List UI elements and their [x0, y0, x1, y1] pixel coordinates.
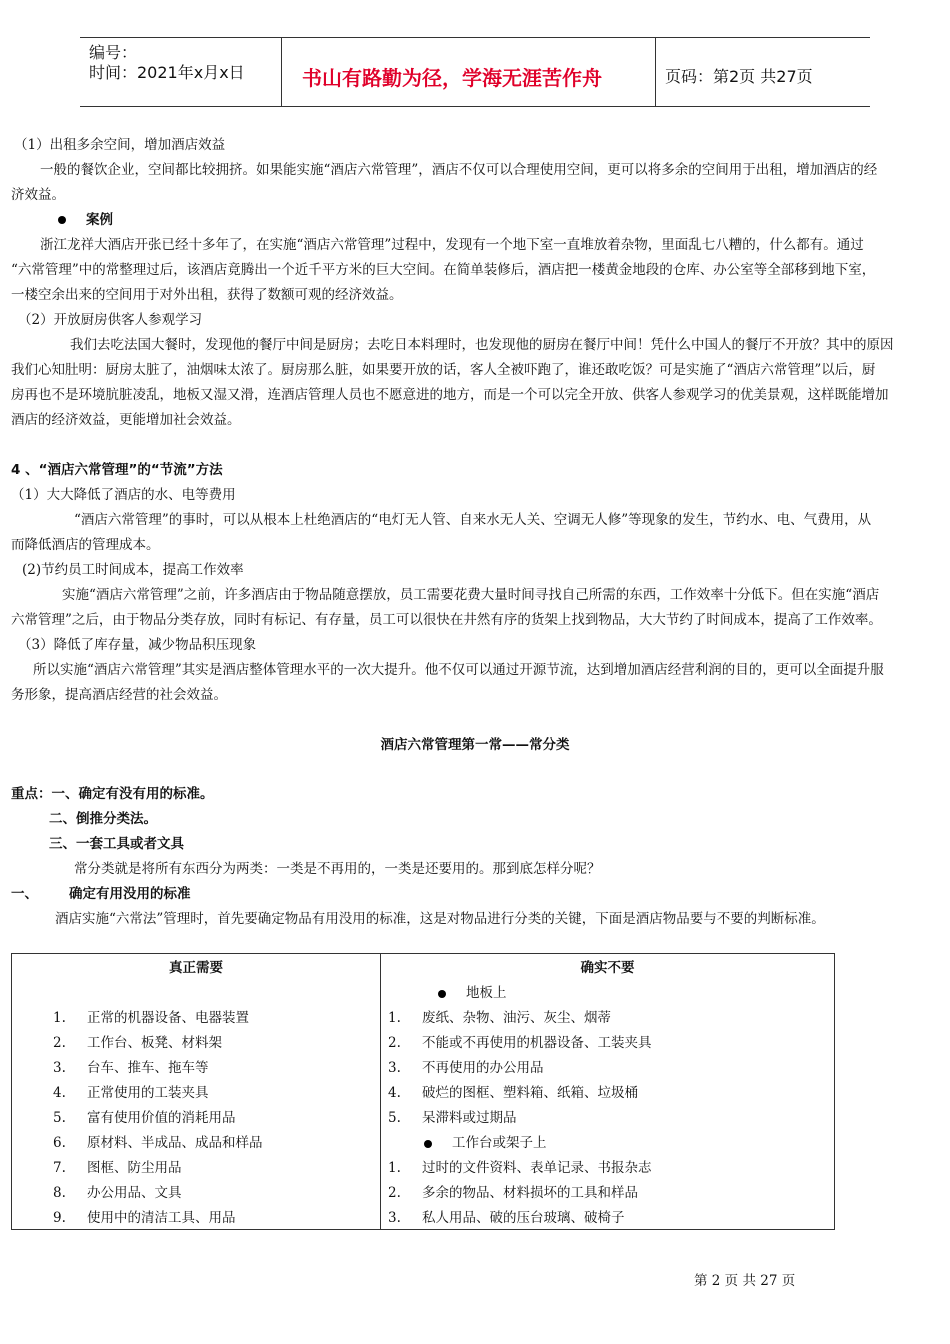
p2-title: （2）开放厨房供客人参观学习 [18, 312, 203, 328]
item-text: 呆滞料或过期品 [422, 1110, 517, 1126]
table-row [53, 1183, 182, 1203]
p1-line: 济效益。 [11, 187, 65, 203]
number-label: 编号： [89, 43, 138, 62]
item-number: 2. [53, 1035, 66, 1051]
table-row [53, 1033, 222, 1053]
item-number: 1. [388, 1010, 401, 1026]
item-text: 废纸、杂物、油污、灰尘、烟蒂 [422, 1010, 611, 1026]
section-title: 酒店六常管理第一常——常分类 [380, 737, 570, 753]
table-divider [380, 954, 381, 1229]
item-number: 8. [53, 1185, 66, 1201]
bullet-icon [424, 1140, 432, 1148]
item-number: 4. [53, 1085, 66, 1101]
key-point: 三、一套工具或者文具 [49, 836, 184, 852]
item-number: 7. [53, 1160, 66, 1176]
p2-line: 酒店的经济效益，更能增加社会效益。 [11, 412, 241, 428]
item-number: 5. [53, 1110, 66, 1126]
table-row [388, 1033, 652, 1053]
right-group-heading [438, 983, 507, 1003]
case-heading [58, 210, 113, 230]
s4-3-title: （3）降低了库存量，减少物品积压现象 [18, 637, 257, 653]
item-text: 办公用品、文具 [87, 1185, 182, 1201]
page-header [80, 37, 870, 107]
time-label: 时间：2021年x月x日 [89, 63, 245, 82]
s4-1-line: 而降低酒店的管理成本。 [11, 537, 160, 553]
p1-line: 一般的餐饮企业，空间都比较拥挤。如果能实施“酒店六常管理”，酒店不仅可以合理使用空间，更可以将多余的空间用于出租，增加酒店的经 [40, 162, 878, 178]
bullet-icon [58, 216, 66, 224]
table-header-right: 确实不要 [580, 960, 635, 976]
case-label: 案例 [86, 212, 113, 228]
bullet-icon [438, 990, 446, 998]
table-row [388, 1158, 652, 1178]
p2-line: 房再也不是环境肮脏凌乱，地板又湿又滑，连酒店管理人员也不愿意进的地方，而是一个可以完全开放、供客人参观学习的优美景观，这样既能增加 [11, 387, 889, 403]
criteria-table [11, 953, 835, 1230]
item-number: 1. [388, 1160, 401, 1176]
table-row [388, 1208, 625, 1228]
s4-1-line: “酒店六常管理”的事时，可以从根本上杜绝酒店的“电灯无人管、自来水无人关、空调无人修”等现象的发生，节约水、电、气费用，从 [74, 512, 872, 528]
s4-2-line: 六常管理”之后，由于物品分类存放，同时有标记、有存量，员工可以很快在井然有序的货架上找到物品，大大节约了时间成本，提高了工作效率。 [11, 612, 882, 628]
item-text: 正常的机器设备、电器装置 [87, 1010, 249, 1026]
item-text: 正常使用的工装夹具 [87, 1085, 209, 1101]
table-row [53, 1133, 263, 1153]
s4-3-line: 务形象，提高酒店经营的社会效益。 [11, 687, 227, 703]
table-row [53, 1008, 249, 1028]
item-text: 过时的文件资料、表单记录、书报杂志 [422, 1160, 652, 1176]
right-group-label: 地板上 [466, 985, 507, 1001]
table-row [53, 1083, 209, 1103]
item-text: 原材料、半成品、成品和样品 [87, 1135, 263, 1151]
item-text: 破烂的图框、塑料箱、纸箱、垃圾桶 [422, 1085, 638, 1101]
item-text: 不再使用的办公用品 [422, 1060, 544, 1076]
sub1-title: 确定有用没用的标准 [69, 886, 191, 902]
item-text: 工作台、板凳、材料架 [87, 1035, 222, 1051]
right-group-heading [424, 1133, 547, 1153]
item-number: 5. [388, 1110, 401, 1126]
s4-2-line: 实施“酒店六常管理”之前，许多酒店由于物品随意摆放，员工需要花费大量时间寻找自己所需的东西，工作效率十分低下。但在实施“酒店 [62, 587, 880, 603]
section-4-title: 4 、“酒店六常管理”的“节流”方法 [11, 462, 223, 478]
item-number: 1. [53, 1010, 66, 1026]
case-line: 一楼空余出来的空间用于对外出租，获得了数额可观的经济效益。 [11, 287, 403, 303]
key-point: 重点：一、确定有没有用的标准。 [11, 786, 214, 802]
item-number: 2. [388, 1035, 401, 1051]
p1-title: （1）出租多余空间，增加酒店效益 [14, 137, 226, 153]
key-point: 二、倒推分类法。 [49, 811, 157, 827]
table-row [53, 1108, 236, 1128]
table-row [388, 1183, 638, 1203]
case-line: 浙江龙祥大酒店开张已经十多年了，在实施“酒店六常管理”过程中，发现有一个地下室一直堆放着杂物，里面乱七八糟的，什么都有。通过 [40, 237, 864, 253]
table-header-left: 真正需要 [169, 960, 223, 976]
item-number: 4. [388, 1085, 401, 1101]
item-number: 3. [53, 1060, 66, 1076]
item-text: 私人用品、破的压台玻璃、破椅子 [422, 1210, 625, 1226]
item-number: 2. [388, 1185, 401, 1201]
item-text: 使用中的清洁工具、用品 [87, 1210, 236, 1226]
p2-line: 我们心知肚明：厨房太脏了，油烟味太浓了。厨房那么脏，如果要开放的话，客人全被吓跑了，谁还敢吃饭？可是实施了“酒店六常管理”以后，厨 [11, 362, 876, 378]
table-row [388, 1108, 517, 1128]
right-group-label: 工作台或架子上 [452, 1135, 547, 1151]
header-meta [89, 43, 245, 83]
item-number: 3. [388, 1060, 401, 1076]
item-text: 多余的物品、材料损坏的工具和样品 [422, 1185, 638, 1201]
table-row [388, 1083, 638, 1103]
item-text: 台车、推车、拖车等 [87, 1060, 209, 1076]
intro-text: 常分类就是将所有东西分为两类：一类是不再用的，一类是还要用的。那到底怎样分呢？ [74, 861, 601, 877]
table-row [53, 1208, 236, 1228]
s4-3-line: 所以实施“酒店六常管理”其实是酒店整体管理水平的一次大提升。他不仅可以通过开源节流，达到增加酒店经营利润的目的，更可以全面提升服 [33, 662, 884, 678]
table-row [388, 1008, 611, 1028]
item-number: 9. [53, 1210, 66, 1226]
header-divider [655, 38, 656, 106]
p2-line: 我们去吃法国大餐时，发现他的餐厅中间是厨房；去吃日本料理时，也发现他的厨房在餐厅中间！凭什么中国人的餐厅不开放？其中的原因 [70, 337, 894, 353]
table-row [53, 1158, 182, 1178]
item-number: 3. [388, 1210, 401, 1226]
item-text: 不能或不再使用的机器设备、工装夹具 [422, 1035, 652, 1051]
table-row [388, 1058, 544, 1078]
item-number: 6. [53, 1135, 66, 1151]
header-motto: 书山有路勤为径，学海无涯苦作舟 [302, 66, 602, 90]
item-text: 图框、防尘用品 [87, 1160, 182, 1176]
header-page-info: 页码：第2页 共27页 [665, 67, 813, 86]
case-line: “六常管理”中的常整理过后，该酒店竟腾出一个近千平方米的巨大空间。在简单装修后，酒店把一楼黄金地段的仓库、办公室等全部移到地下室， [11, 262, 876, 278]
item-text: 富有使用价值的消耗用品 [87, 1110, 236, 1126]
sub1-text: 酒店实施“六常法”管理时，首先要确定物品有用没用的标准，这是对物品进行分类的关键，下面是酒店物品要与不要的判断标准。 [55, 911, 825, 927]
s4-2-title: (2)节约员工时间成本，提高工作效率 [22, 562, 244, 578]
footer-page: 第 2 页 共 27 页 [694, 1273, 796, 1289]
table-row [53, 1058, 209, 1078]
sub1-number: 一、 [11, 886, 38, 902]
s4-1-title: （1）大大降低了酒店的水、电等费用 [11, 487, 236, 503]
header-divider [281, 38, 282, 106]
